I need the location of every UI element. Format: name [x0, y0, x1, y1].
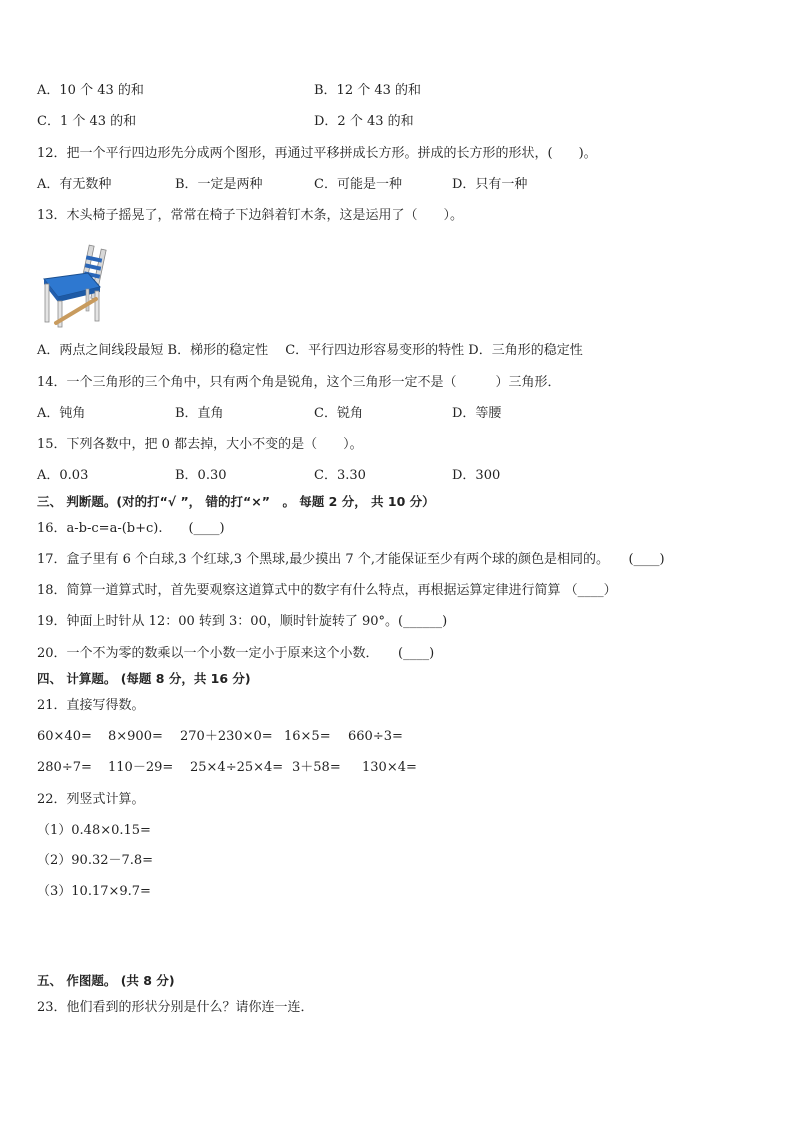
calc-item: 8×900=: [108, 729, 163, 744]
q14-option-c: C．锐角: [314, 406, 363, 421]
q14-stem: 14．一个三角形的三个角中，只有两个角是锐角，这个三角形一定不是（ ）三角形．: [37, 375, 561, 390]
q22-item-3: （3）10.17×9.7=: [37, 884, 151, 899]
q11-option-c: C．1 个 43 的和: [37, 114, 137, 129]
section3-title: 三、 判断题。(对的打“√ ”， 错的打“×” 。 每题 2 分， 共 10 分）: [37, 494, 435, 509]
section4-title: 四、 计算题。 (每题 8 分，共 16 分): [37, 671, 251, 686]
q17: 17．盒子里有 6 个白球,3 个红球,3 个黑球,最少摸出 7 个,才能保证至少有两个球的颜色是相同的。 (____): [37, 552, 665, 567]
q20: 20．一个不为零的数乘以一个小数一定小于原来这个小数． (____): [37, 646, 435, 661]
q22-item-1: （1）0.48×0.15=: [37, 823, 151, 838]
q14-option-b: B．直角: [175, 406, 224, 421]
calc-item: 25×4÷25×4=: [190, 760, 284, 775]
q22: 22．列竖式计算。: [37, 792, 145, 807]
q14-option-d: D．等腰: [452, 406, 502, 421]
q12-stem: 12．把一个平行四边形先分成两个图形，再通过平移拼成长方形。拼成的长方形的形状，( )。: [37, 146, 597, 161]
q12-option-c: C．可能是一种: [314, 177, 402, 192]
q23: 23．他们看到的形状分别是什么？请你连一连．: [37, 1000, 314, 1015]
calc-item: 660÷3=: [348, 729, 403, 744]
q15-option-c: C．3.30: [314, 468, 366, 483]
q12-option-b: B．一定是两种: [175, 177, 263, 192]
q13-options: A．两点之间线段最短 B．梯形的稳定性 C．平行四边形容易变形的特性 D．三角形的稳定性: [37, 343, 583, 358]
calc-item: 270＋230×0=: [180, 729, 273, 744]
calc-item: 60×40=: [37, 729, 92, 744]
calc-item: 280÷7=: [37, 760, 92, 775]
chair-image: [40, 243, 108, 329]
q18: 18．简算一道算式时，首先要观察这道算式中的数字有什么特点，再根据运算定律进行简算 （____）: [37, 583, 617, 598]
q12-option-a: A．有无数种: [37, 177, 112, 192]
section5-title: 五、 作图题。 (共 8 分): [37, 973, 175, 988]
calc-item: 130×4=: [362, 760, 417, 775]
q11-option-a: A．10 个 43 的和: [37, 83, 144, 98]
q15-stem: 15．下列各数中，把 0 都去掉，大小不变的是（ ）。: [37, 437, 363, 452]
q16: 16．a-b-c=a-(b+c). (____): [37, 521, 225, 536]
q15-option-a: A．0.03: [37, 468, 89, 483]
q11-option-b: B．12 个 43 的和: [314, 83, 422, 98]
q19: 19．钟面上时针从 12：00 转到 3：00，顺时针旋转了 90°。(______): [37, 614, 448, 629]
calc-item: 110－29=: [108, 760, 174, 775]
calc-item: 16×5=: [284, 729, 331, 744]
q21: 21．直接写得数。: [37, 698, 145, 713]
q13-stem: 13．木头椅子摇晃了，常常在椅子下边斜着钉木条，这是运用了（ ）。: [37, 208, 464, 223]
q15-option-b: B．0.30: [175, 468, 227, 483]
q22-item-2: （2）90.32－7.8=: [37, 853, 154, 868]
calc-item: 3＋58=: [292, 760, 341, 775]
q12-option-d: D．只有一种: [452, 177, 528, 192]
q14-option-a: A．钝角: [37, 406, 86, 421]
q15-option-d: D．300: [452, 468, 501, 483]
q11-option-d: D．2 个 43 的和: [314, 114, 414, 129]
